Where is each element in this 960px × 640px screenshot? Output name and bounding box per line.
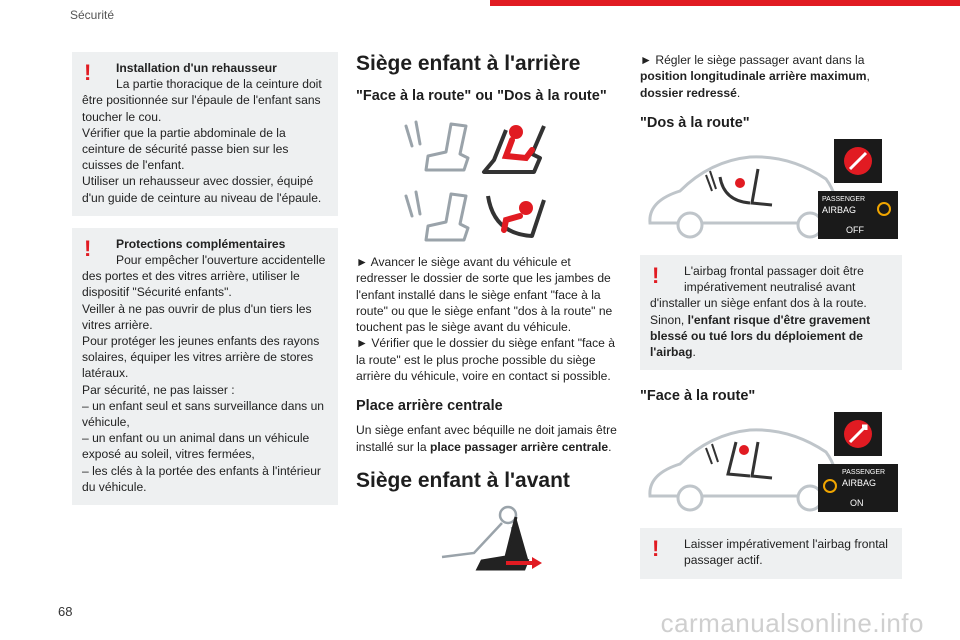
rear-child-seat-heading: Siège enfant à l'arrière (356, 52, 581, 75)
extra-protection-box (72, 228, 338, 505)
center-rear-heading: Place arrière centrale (356, 398, 503, 415)
warning-exclamation-icon: ! (652, 262, 660, 288)
airbag-on-note-box (640, 528, 902, 578)
warning-exclamation-icon: ! (84, 235, 92, 261)
rear-seat-instruction-2: ► Vérifier que le dossier du siège enfant "face à la route" est le plus proche possible du siège arrière du véhicule, voire en contact si possible. (356, 336, 615, 384)
warning-exclamation-icon: ! (84, 60, 92, 85)
rear-facing-heading: "Dos à la route" (640, 114, 750, 131)
airbag-off-warning-box (640, 255, 902, 370)
on-panel-passenger-label: PASSENGER (842, 469, 886, 477)
header-accent-bar (490, 0, 960, 6)
extra-protection-first-line: Pour empêcher l'ouverture accidentelle (116, 253, 326, 268)
page-number: 68 (58, 604, 73, 619)
site-watermark: carmanualsonline.info (660, 608, 924, 638)
booster-warning-title: Installation d'un rehausseur (116, 61, 277, 75)
airbag-on-note-line2: passager actif. (684, 553, 763, 568)
off-panel-off-label: OFF (846, 224, 864, 235)
adjust-front-seat-text: ► Régler le siège passager avant dans la position longitudinale arrière maximum, dossier redressé. (640, 53, 870, 100)
left-column (72, 52, 338, 505)
extra-protection-text: des portes et des vitres arrière, utiliser le dispositif "Sécurité enfants". Veiller à ne pas ouvrir de plus d'un tiers les vitres arrière. Pour protéger les jeunes enfants des rayons solaires, équiper les vitres arrière de stores latéraux. Par sécurité, ne pas laisser : – un enfant seul et sans surveillance dans un véhicule, – un enfant ou un animal dans un véhicule exposé au soleil, vitres fermées, – les clés à la portée des enfants à l'intérieur du véhicule. (82, 269, 325, 494)
center-rear-text: Un siège enfant avec béquille ne doit jamais être installé sur la place passager arrière centrale. (356, 423, 617, 454)
center-rear-bold: place passager arrière centrale (429, 439, 609, 454)
booster-warning-first-line: La partie thoracique de la ceinture doit (116, 77, 322, 92)
section-title: Sécurité (70, 8, 115, 22)
off-panel-passenger-label: PASSENGER (822, 195, 866, 203)
booster-warning-text: être positionnée sur l'épaule de l'enfant sans toucher le cou. Vérifier que la partie abdominale de la ceinture de sécurité passe bien sur les cuisses de l'enfant. Utiliser un rehausseur avec dossier, équipé d'un guide de ceinture au niveau de l'épaule. (82, 93, 322, 205)
rear-facing-illustration (406, 192, 544, 240)
warning-exclamation-icon: ! (652, 536, 660, 562)
on-panel-airbag-label: AIRBAG (842, 478, 877, 489)
front-child-seat-heading: Siège enfant à l'avant (356, 468, 570, 492)
forward-facing-heading: "Face à la route" (640, 388, 756, 405)
off-panel-airbag-label: AIRBAG (822, 204, 857, 215)
forward-facing-illustration (406, 122, 544, 172)
airbag-off-warning-line2: impérativement neutralisé avant (684, 280, 856, 295)
adjust-backrest-bold: dossier redressé (640, 85, 737, 100)
rear-facing-car-figure (640, 139, 902, 243)
front-seat-illustration (356, 505, 624, 575)
middle-column (356, 52, 624, 575)
orientation-subheading: "Face à la route" ou "Dos à la route" (356, 88, 607, 104)
airbag-off-warning-line1: L'airbag frontal passager doit être (684, 263, 864, 278)
adjust-position-bold: position longitudinale arrière maximum (640, 69, 867, 84)
rear-seat-instruction-1: ► Avancer le siège avant du véhicule et redresser le dossier de sorte que les jambes de l'enfant installé dans le siège enfant "face à la route" ou que le siège enfant "dos à la route" ne touchent pas le siège avant du véhicule. (356, 255, 613, 335)
extra-protection-title: Protections complémentaires (116, 236, 286, 251)
airbag-on-note-line1: Laisser impérativement l'airbag frontal (684, 537, 888, 552)
right-column (640, 52, 902, 579)
forward-facing-car-figure (640, 412, 902, 516)
booster-warning-box (72, 52, 338, 216)
on-panel-on-label: ON (850, 498, 864, 509)
rear-seat-illustration (356, 112, 624, 244)
airbag-off-warning-bold: l'enfant risque d'être gravement blessé ou tué lors du déploiement de l'airbag (650, 312, 871, 359)
airbag-off-warning-text: d'installer un siège enfant dos à la route. Sinon, l'enfant risque d'être gravement blessé ou tué lors du déploiement de l'airbag. (650, 296, 871, 359)
